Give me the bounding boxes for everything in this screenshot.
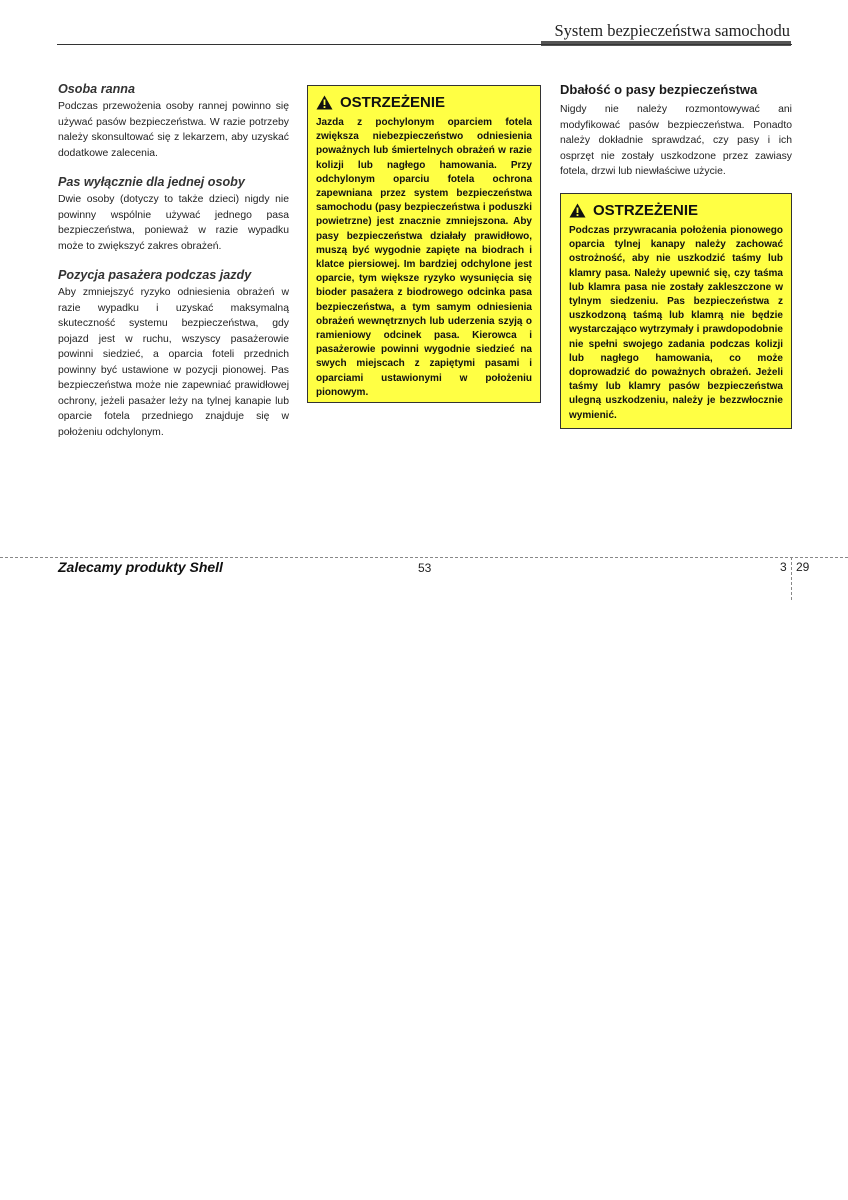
footer-page-number: 29 — [796, 560, 810, 574]
footer-center-number: 53 — [418, 561, 432, 575]
section-text: Podczas przewożenia osoby rannej powinno się używać pasów bezpieczeństwa. W razie potrzeby należy skonsultować się z lekarzem, aby uzyskać dodatkowe zalecenia. — [58, 101, 289, 159]
section-heading: Pozycja pasażera podczas jazdy — [58, 268, 252, 282]
header-rule — [57, 44, 792, 45]
section-passenger-position — [58, 268, 289, 440]
section-one-person-belt — [58, 175, 289, 254]
section-heading: Osoba ranna — [58, 82, 135, 96]
warning-box-rear-seat-belt — [560, 193, 792, 429]
warning-title: OSTRZEŻENIE — [593, 202, 699, 219]
warning-text: Jazda z pochylonym oparciem fotela zwiększa niebezpieczeństwo odniesienia poważnych lub śmiertelnych obrażeń w razie kolizji lub nagłego hamowania. Przy odchylonym oparciu fotela ochrona zapewniana przez system bezpieczeństwa samochodu (pasy bezpieczeństwa i poduszki powietrzne) jest znacznie zmniejszona. Aby pasy bezpieczeństwa działały prawidłowo, muszą być wygodnie zapięte na biodrach i klatce piersiowej. Im bardziej odchylone jest oparcie, tym większe ryzyko wysunięcia się bioder pasażera z biodrowego odcinka pasa bezpieczeństwa, a tym samym odniesienia obrażeń wewnętrznych lub uderzenia szyją o ramieniowy odcinek pasa. Kierowca i pasażerowie powinni wygodnie siedzieć na swych miejscach z zapiętymi pasami i oparciami ustawionymi w położeniu pionowym. — [316, 117, 532, 398]
section-text: Nigdy nie należy rozmontowywać ani modyfikować pasów bezpieczeństwa. Ponadto należy dokładnie sprawdzać, czy pasy i ich osprzęt nie zostały uszkodzone przez zawiasy fotela, drzwi lub niewłaściwe użycie. — [560, 104, 792, 177]
warning-triangle-icon — [316, 95, 333, 110]
section-text: Dwie osoby (dotyczy to także dzieci) nigdy nie powinny wspólnie używać jednego pasa bezpieczeństwa, ponieważ w razie wypadku może to zwiększyć zakres obrażeń. — [58, 194, 289, 252]
warning-header — [569, 202, 783, 219]
left-column — [58, 82, 289, 454]
section-heading: Pas wyłącznie dla jednej osoby — [58, 175, 245, 189]
section-heading: Dbałość o pasy bezpieczeństwa — [560, 82, 758, 97]
warning-box-reclined-seat — [307, 85, 541, 403]
page-section-title: System bezpieczeństwa samochodu — [554, 21, 790, 40]
footer-promo-text: Zalecamy produkty Shell — [58, 559, 223, 575]
right-column — [560, 82, 792, 194]
section-text: Aby zmniejszyć ryzyko odniesienia obrażeń w razie wypadku i uzyskać maksymalną skuteczność systemu bezpieczeństwa, gdy pojazd jest w ruchu, wszyscy pasażerowie powinni siedzieć, a oparcia foteli przednich powinny być ustawione w pozycji pionowej. Pas bezpieczeństwa może nie zapewniać prawidłowej ochrony, jeżeli pasażer leży na tylnej kanapie lub oparcie fotela przedniego znajduje się w położeniu odchylonym. — [58, 287, 289, 438]
footer-dashed-divider — [791, 557, 792, 600]
warning-header — [316, 94, 532, 111]
warning-triangle-icon — [569, 203, 586, 218]
warning-text: Podczas przywracania położenia pionowego oparcia tylnej kanapy należy zachować ostrożność, aby nie uszkodzić taśmy lub klamry pasa. Należy upewnić się, czy taśma lub klamra pasa nie zostały zakleszczone w tylnym siedzeniu. Pas bezpieczeństwa z uszkodzoną taśmą lub klamrą nie będzie wystarczająco wytrzymały i prawdopodobnie nie spełni swojego zadania podczas kolizji lub nagłego hamowania, co może doprowadzić do poważnych obrażeń. Jeżeli taśmy lub klamry pasów bezpieczeństwa ulegną uszkodzeniu, należy je bezzwłocznie wymienić. — [569, 225, 783, 421]
warning-title: OSTRZEŻENIE — [340, 94, 446, 111]
footer-chapter-number: 3 — [780, 560, 787, 574]
section-injured-person — [58, 82, 289, 161]
footer-dashed-rule — [0, 557, 848, 558]
